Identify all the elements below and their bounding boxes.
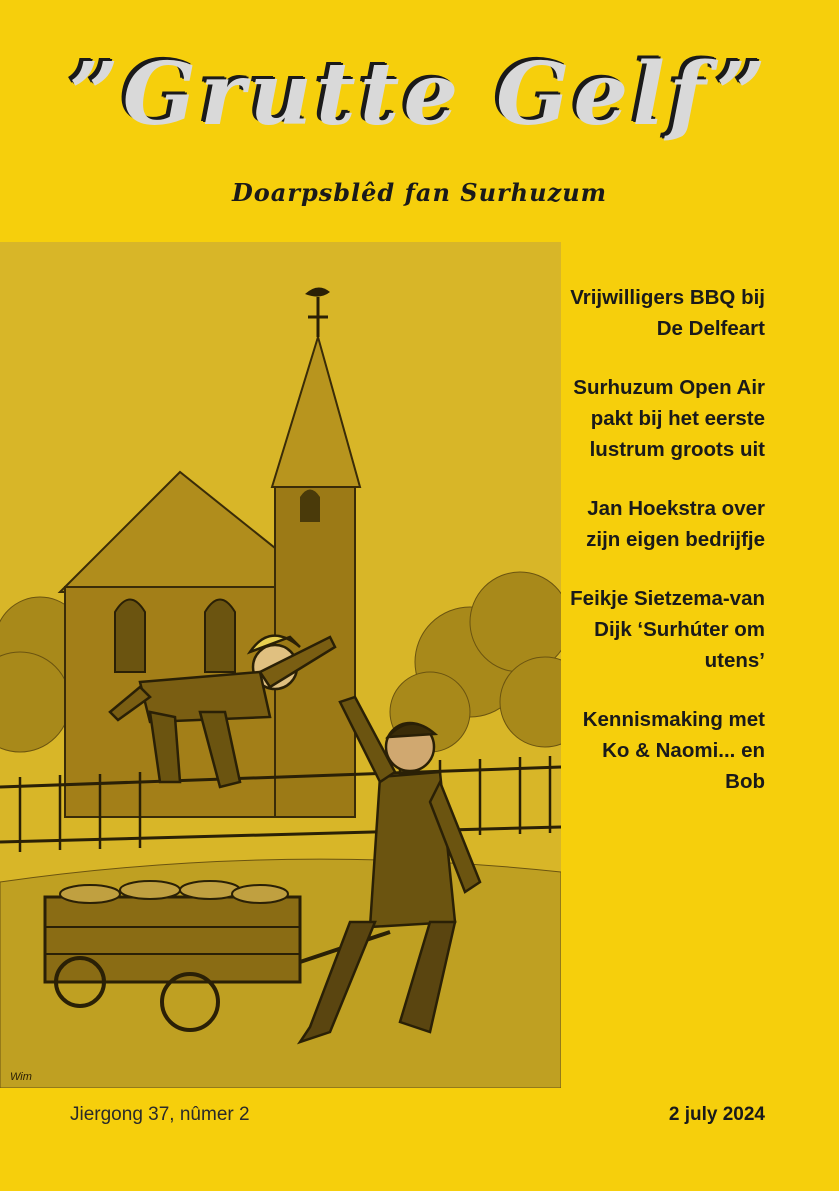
headlines-list <box>565 282 765 825</box>
issue-date: 2 july 2024 <box>668 1104 765 1125</box>
volume-info: Jiergong 37, nûmer 2 <box>70 1104 250 1125</box>
headline-item: Surhuzum Open Air pakt bij het eerste lustrum groots uit <box>573 376 765 461</box>
cover-illustration <box>0 242 561 1088</box>
masthead <box>0 40 839 150</box>
magazine-title: ”Grutte Gelf” <box>69 44 770 145</box>
artist-signature: Wim <box>10 1071 32 1083</box>
headline-item: Kennismaking met Ko & Naomi... en Bob <box>582 708 765 793</box>
headline-item: Feikje Sietzema-van Dijk ‘Surhúter om utens’ <box>570 587 765 672</box>
cover-illustration-drawing <box>0 242 561 1088</box>
headline-item: Jan Hoekstra over zijn eigen bedrijfje <box>586 497 765 551</box>
headline-item: Vrijwilligers BBQ bij De Delfeart <box>570 286 765 340</box>
magazine-subtitle: Doarpsblêd fan Surhuzum <box>231 178 608 207</box>
